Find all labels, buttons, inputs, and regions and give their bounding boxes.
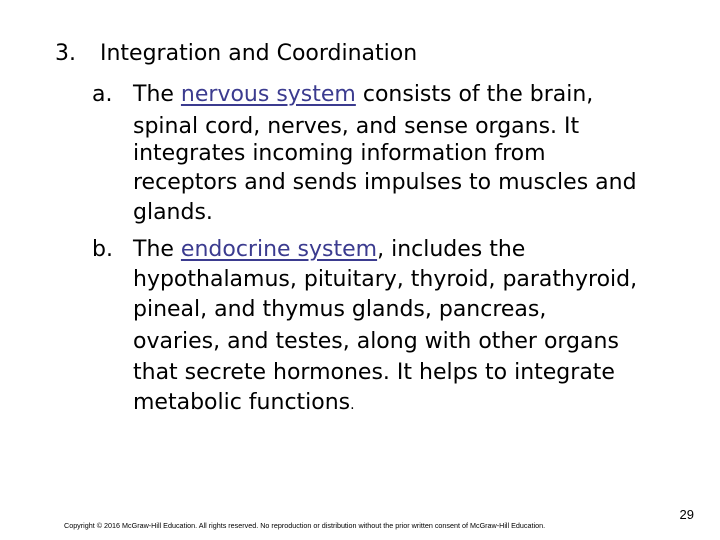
page-number: 29: [679, 507, 694, 522]
item-3-number: 3.: [55, 41, 76, 66]
item-b-line-2: hypothalamus, pituitary, thyroid, parathyroid,: [133, 267, 638, 292]
item-a-marker: a.: [92, 82, 113, 107]
item-a-line-3: integrates incoming information from: [133, 141, 546, 166]
item-b-line-4: ovaries, and testes, along with other organs: [133, 329, 619, 354]
item-a-line-5: glands.: [133, 200, 213, 225]
item-a-prefix: The: [133, 82, 174, 107]
item-b-line-6: [133, 387, 355, 421]
item-3-title: Integration and Coordination: [100, 41, 418, 66]
endocrine-system-link[interactable]: endocrine system: [180, 237, 378, 262]
item-b-rest: , includes the: [377, 237, 526, 262]
item-b-period: .: [350, 397, 355, 413]
item-a-line-1: [133, 79, 593, 111]
item-b-line-5: that secrete hormones. It helps to integrate: [133, 360, 615, 385]
copyright-notice: Copyright © 2016 McGraw-Hill Education. All rights reserved. No reproduction or distribution without the prior written consent of McGraw-Hill Education.: [64, 521, 546, 530]
item-a-rest: consists of the brain,: [355, 82, 594, 107]
item-b-line-3: pineal, and thymus glands, pancreas,: [133, 297, 547, 322]
item-b-prefix: The: [133, 237, 174, 262]
item-a-line-2: spinal cord, nerves, and sense organs. It: [133, 114, 580, 139]
item-a-line-4: receptors and sends impulses to muscles and: [133, 170, 637, 195]
item-b-line-6-text: metabolic functions: [133, 390, 351, 415]
item-b-line-1: [133, 234, 525, 266]
item-b-marker: b.: [92, 237, 113, 262]
nervous-system-link[interactable]: nervous system: [180, 82, 356, 107]
